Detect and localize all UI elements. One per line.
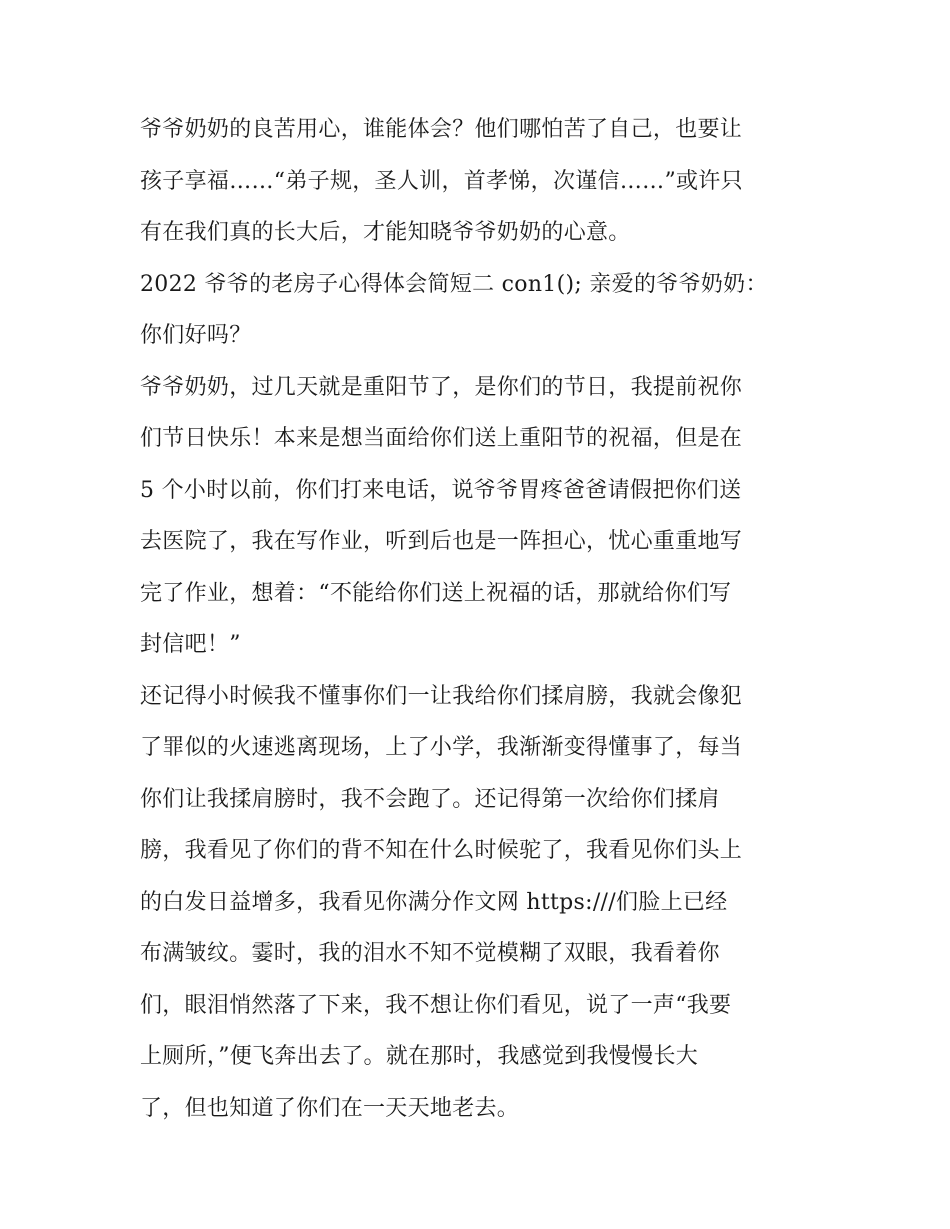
text-line: 膀，我看见了你们的背不知在什么时候驼了，我看见你们头上 [140,838,743,863]
text-line: 你们让我揉肩膀时，我不会跑了。还记得第一次给你们揉肩 [140,786,720,812]
text-line: 们，眼泪悄然落了下来，我不想让你们看见，说了一声“我要 [140,992,732,1018]
text-line: 去医院了，我在写作业，听到后也是一阵担心，忧心重重地写 [140,529,743,554]
text-line: 们节日快乐！本来是想当面给你们送上重阳节的祝福，但是在 [140,426,743,451]
text-line: 的白发日益增多，我看见你满分作文网 https:///们脸上已经 [140,889,728,915]
text-line: 了，但也知道了你们在一天天地老去。 [140,1095,520,1121]
text-line: 了罪似的火速逃离现场，上了小学，我渐渐变得懂事了，每当 [140,735,743,760]
text-line: 还记得小时候我不懂事你们一让我给你们揉肩膀，我就会像犯 [140,683,743,709]
text-line: 孩子享福……“弟子规，圣人训，首孝悌，次谨信……”或许只 [140,168,743,194]
document-body [140,104,820,1134]
text-line: 爷爷奶奶，过几天就是重阳节了，是你们的节日，我提前祝你 [140,374,743,400]
text-line: 爷爷奶奶的良苦用心，谁能体会？他们哪怕苦了自己，也要让 [140,117,743,142]
text-line: 封信吧！” [140,632,241,657]
text-line: 5 个小时以前，你们打来电话，说爷爷胃疼爸爸请假把你们送 [140,477,742,503]
text-line: 布满皱纹。霎时，我的泪水不知不觉模糊了双眼，我看着你 [140,941,720,966]
text-line: 有在我们真的长大后，才能知晓爷爷奶奶的心意。 [140,220,631,245]
text-line: 2022 爷爷的老房子心得体会简短二 con1(); 亲爱的爷爷奶奶： [140,271,768,297]
text-line: 你们好吗？ [140,323,252,348]
text-line: 上厕所，”便飞奔出去了。就在那时，我感觉到我慢慢长大 [140,1044,699,1069]
text-line: 完了作业，想着：“不能给你们送上祝福的话，那就给你们写 [140,580,732,606]
